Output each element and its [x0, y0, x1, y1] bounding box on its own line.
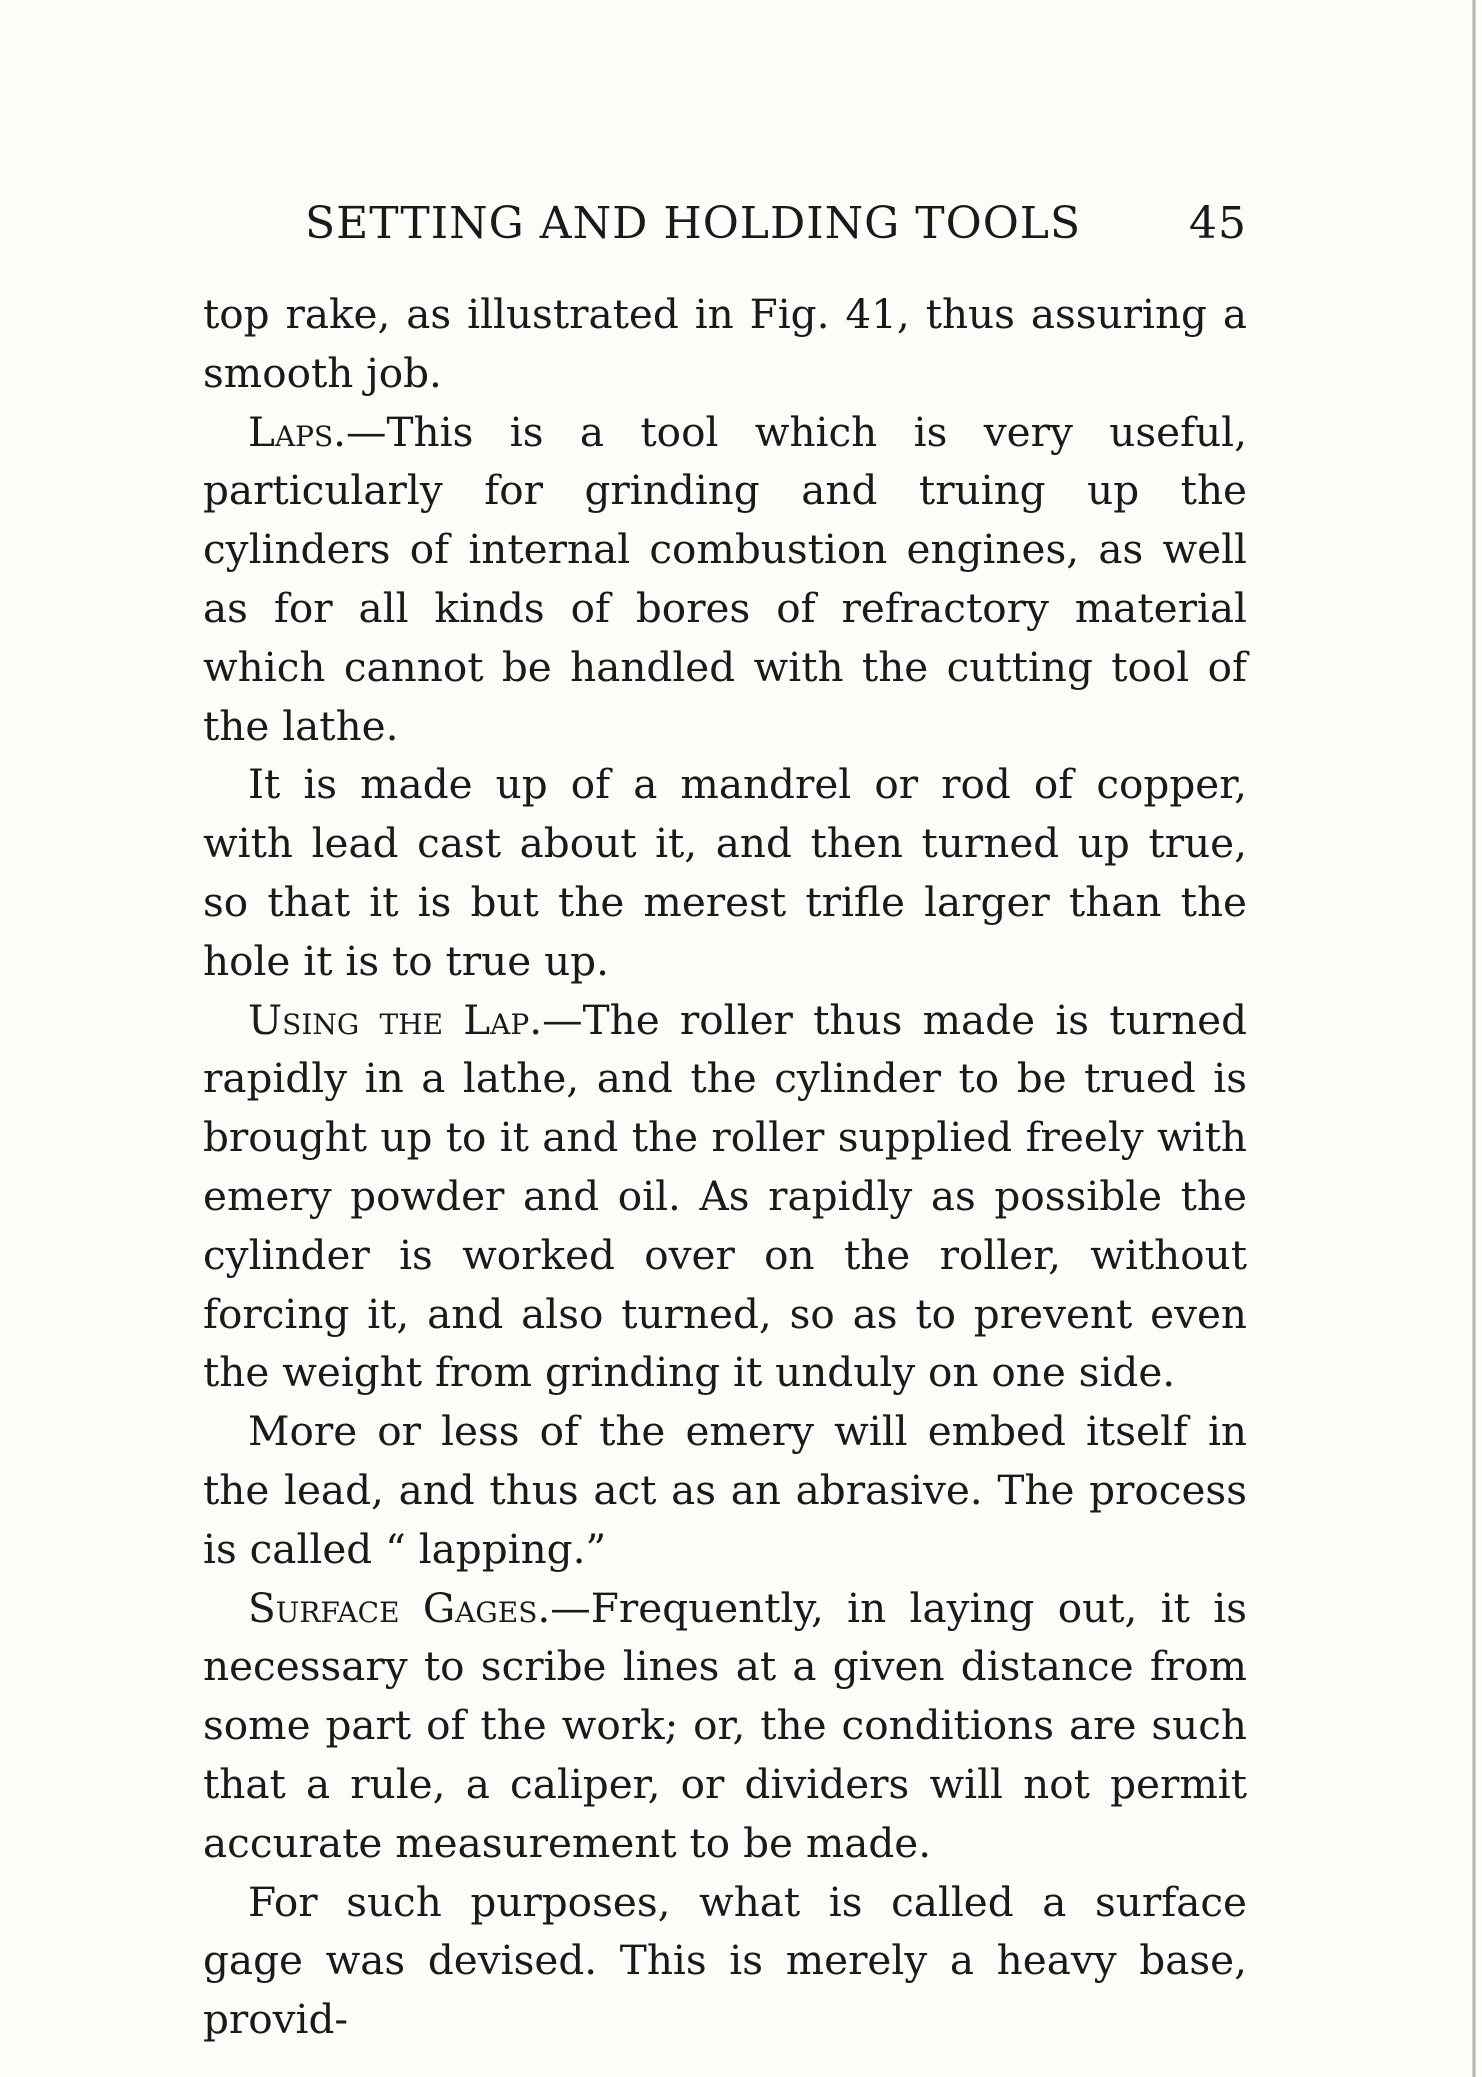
paragraph-text: —The roller thus made is turned rapidly in a lathe, and the cylinder to be trued is brought up to it and the roller supplied freely with emery powder and oil. As rapidly as possible the cylinder is worked over on the roller, without forcing it, and also turned, so as to prevent even the weight from grinding it unduly on one side.	[203, 995, 1247, 1397]
paragraph-laps	[203, 403, 1247, 756]
paragraph-text: More or less of the emery will embed itself in the lead, and thus act as an abrasive. The process is called “ lapping.”	[203, 1407, 1247, 1573]
paragraph-text: —This is a tool which is very useful, particularly for grinding and truing up the cylinders of internal combustion engines, as well as for all kinds of bores of refractory material which cannot be handled with the cutting tool of the lathe.	[203, 407, 1247, 750]
paragraph-text: For such purposes, what is called a surface gage was devised. This is merely a heavy base, provid-	[203, 1877, 1247, 2044]
section-heading-laps: Laps.	[248, 407, 347, 456]
page-edge-shadow	[1472, 0, 1476, 2077]
paragraph-emery	[203, 1402, 1247, 1578]
paragraph-surface-gage-purpose	[203, 1873, 1247, 2049]
running-header	[305, 198, 1247, 258]
paragraph-text: It is made up of a mandrel or rod of copper, with lead cast about it, and then turned up true, so that it is but the merest trifle larger than the hole it is to true up.	[203, 760, 1247, 985]
body-text	[203, 285, 1247, 2049]
paragraph-surface-gages	[203, 1579, 1247, 1873]
page-number: 45	[1189, 198, 1247, 249]
paragraph-continuation	[203, 285, 1247, 403]
section-heading-using-the-lap: Using the Lap.	[248, 995, 543, 1044]
paragraph-text: —Frequently, in laying out, it is necessary to scribe lines at a given distance from some part of the work; or, the conditions are such that a rule, a caliper, or dividers will not permit accurate measurement to be made.	[203, 1583, 1247, 1867]
paragraph-text: top rake, as illustrated in Fig. 41, thus assuring a smooth job.	[203, 290, 1247, 397]
paragraph-construction	[203, 755, 1247, 990]
paragraph-using-the-lap	[203, 991, 1247, 1403]
running-title: SETTING AND HOLDING TOOLS	[305, 198, 1082, 249]
section-heading-surface-gages: Surface Gages.	[248, 1583, 551, 1632]
